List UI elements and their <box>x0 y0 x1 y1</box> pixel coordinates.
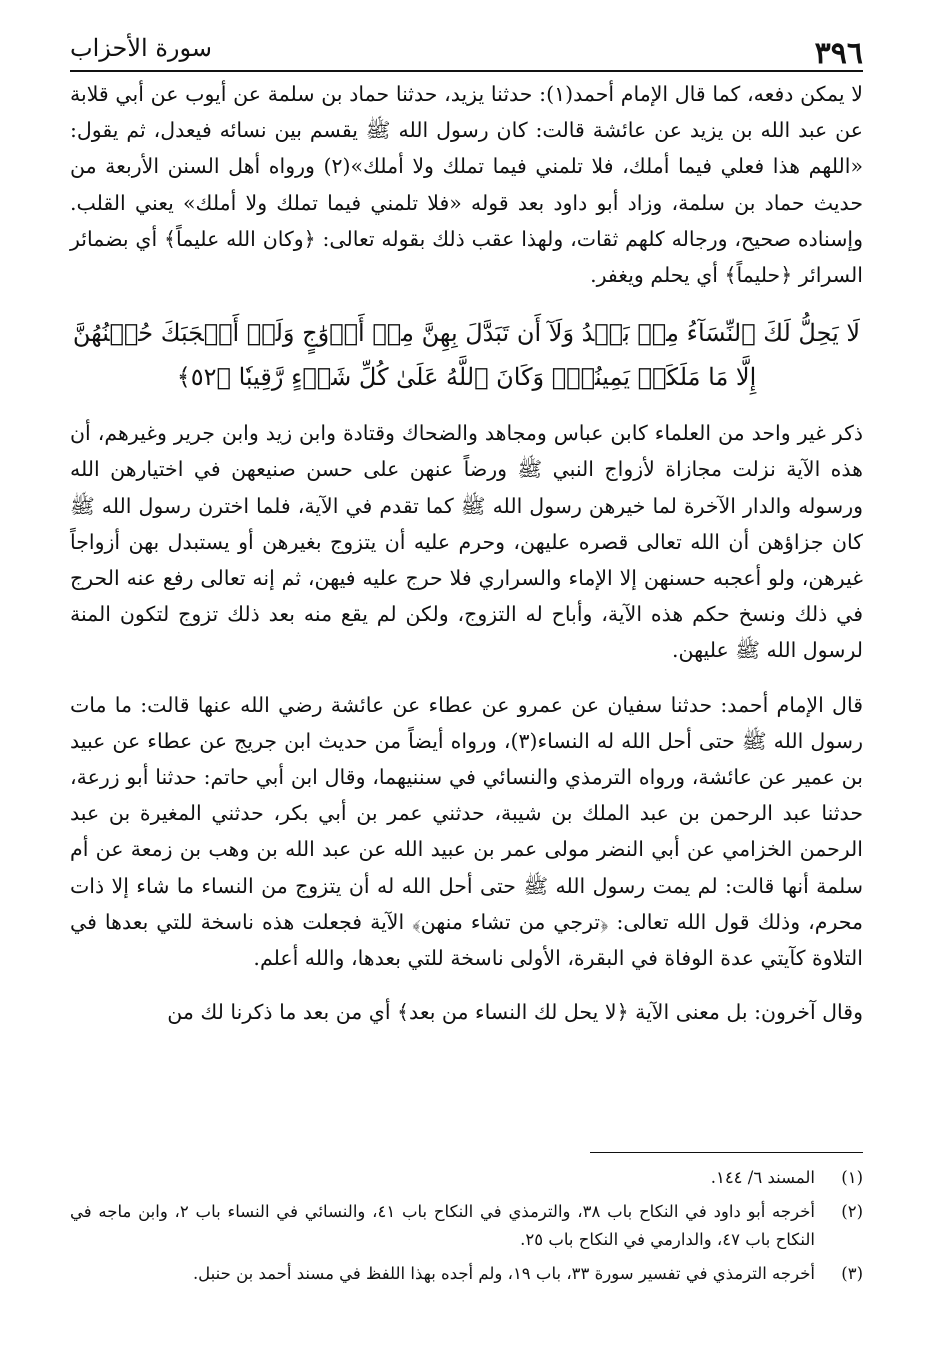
page-body <box>70 76 863 1030</box>
page-number: ٣٩٦ <box>814 36 863 71</box>
footnote-text: المسند ٦/ ١٤٤. <box>710 1168 815 1187</box>
footnotes <box>70 1164 863 1294</box>
paragraph-4: وقال آخرون: بل معنى الآية ﴿لا يحل لك النساء من بعد﴾ أي من بعد ما ذكرنا لك من <box>167 1000 863 1025</box>
footnote-2 <box>70 1198 863 1254</box>
paragraph-2: ذكر غير واحد من العلماء كابن عباس ومجاهد والضحاك وقتادة وابن زيد وابن جرير وغيرهم، أن هذه الآية نزلت مجازاة لأزواج النبي ﷺ ورضاً عنهن على حسن صنيعهن في اختيارهن الله ورسوله والدار الآخرة لما خيرهن رسول الله ﷺ كما تقدم في الآية، فلما اخترن رسول الله ﷺ كان جزاؤهن أن الله تعالى قصره عليهن، وحرم عليه أن يتزوج بغيرهن أو يستبدل بهن أزواجاً غيرهن، ولو أعجبه حسنهن إلا الإماء والسراري فلا حرج عليه فيهن، ثم إنه تعالى رفع عنه الحرج في ذلك ونسخ حكم هذه الآية، وأباح له التزوج، ولكن لم يقع منه بعد ذلك تزوج لتكون المنة لرسول الله ﷺ عليهن. <box>70 421 863 663</box>
quran-verse: لَا يَحِلُّ لَكَ ٱلنِّسَآءُ مِنۢ بَعۡدُ وَلَآ أَن تَبَدَّلَ بِهِنَّ مِنۡ أَزۡوَٰجٍ وَلَوۡ أَعۡجَبَكَ حُسۡنُهُنَّ إِلَّا مَا مَلَكَتۡ يَمِينُكَۗ وَكَانَ ٱللَّهُ عَلَىٰ كُلِّ شَيۡءٍ رَّقِيبٗا ﴿٥٢﴾ <box>72 319 861 392</box>
paragraph-1: لا يمكن دفعه، كما قال الإمام أحمد(١): حدثنا يزيد، حدثنا حماد بن سلمة عن أيوب عن أبي قلابة عن عبد الله بن يزيد عن عائشة قالت: كان رسول الله ﷺ يقسم بين نسائه فيعدل، ثم يقول: «اللهم هذا فعلي فيما أملك، فلا تلمني فيما تملك ولا أملك»(٢) ورواه أهل السنن الأربعة من حديث حماد بن سلمة، وزاد أبو داود بعد قوله «فلا تلمني فيما تملك ولا أملك» يعني القلب. وإسناده صحيح، ورجاله كلهم ثقات، ولهذا عقب ذلك بقوله تعالى: ﴿وكان الله عليماً﴾ أي بضمائر السرائر ﴿حليماً﴾ أي يحلم ويغفر. <box>70 82 863 288</box>
page-header <box>70 30 863 70</box>
footnote-separator <box>590 1152 863 1153</box>
footnote-number: (١) <box>841 1168 863 1187</box>
paragraph-3: قال الإمام أحمد: حدثنا سفيان عن عمرو عن عطاء عن عائشة رضي الله عنها قالت: ما مات رسول الله ﷺ حتى أحل الله له النساء(٣)، ورواه أيضاً من حديث ابن جريج عن عطاء عن عبيد بن عمير عن عائشة، ورواه الترمذي والنسائي في سننيهما، وقال ابن أبي حاتم: حدثنا أبو زرعة، حدثنا عبد الرحمن بن عبد الملك بن شيبة، حدثني عمر بن أبي بكر، حدثني المغيرة بن عبد الرحمن الخزامي عن أبي النضر مولى عمر بن عبيد الله عن عبد الله بن وهب بن زمعة عن أم سلمة أنها قالت: لم يمت رسول الله ﷺ حتى أحل الله له أن يتزوج من النساء ما شاء إلا ذات محرم، وذلك قول الله تعالى: ﴿ترجي من تشاء منهن﴾ الآية فجعلت هذه ناسخة للتي بعدها في التلاوة كآيتي عدة الوفاة في البقرة، الأولى ناسخة للتي بعدها، والله أعلم. <box>70 692 863 971</box>
footnote-text: أخرجه الترمذي في تفسير سورة ٣٣، باب ١٩، ولم أجده بهذا اللفظ في مسند أحمد بن حنبل. <box>192 1264 815 1283</box>
header-rule <box>70 70 863 72</box>
footnote-3 <box>70 1260 863 1288</box>
surah-title: سورة الأحزاب <box>70 34 212 62</box>
footnote-number: (٣) <box>841 1264 863 1283</box>
footnote-text: أخرجه أبو داود في النكاح باب ٣٨، والترمذي في النكاح باب ٤١، والنسائي في النساء باب ٢، وابن ماجه في النكاح باب ٤٧، والدارمي في النكاح باب ٢٥. <box>70 1202 815 1249</box>
footnote-1 <box>70 1164 863 1192</box>
footnote-number: (٢) <box>841 1202 863 1221</box>
